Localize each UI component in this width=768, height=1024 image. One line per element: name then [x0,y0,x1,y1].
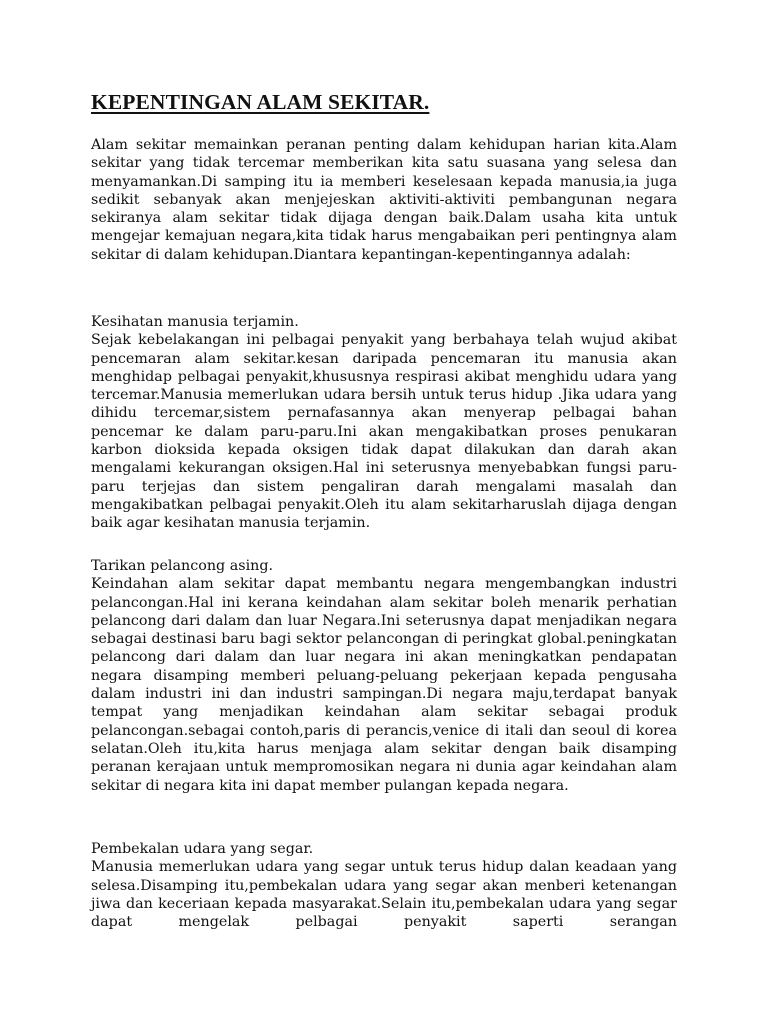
section-health [91,313,677,533]
section-paragraph: Keindahan alam sekitar dapat membantu negara mengembangkan industri pelancongan.Hal ini kerana keindahan alam sekitar boleh menarik perhatian pelancong dari dalam dan luar Negara.Ini seterusnya dapat menjadikan negara sebagai destinasi baru bagi sektor pelancongan di peringkat global.peningkatan pelancong dari dalam dan luar negara ini akan meningkatkan pendapatan negara disamping memberi peluang-peluang pekerjaan kepada pengusaha dalam industri ini dan industri sampingan.Di negara maju,terdapat banyak tempat yang menjadikan keindahan alam sekitar sebagai produk pelancongan.sebagai contoh,paris di perancis,venice di itali dan seoul di korea selatan.Oleh itu,kita harus menjaga alam sekitar dengan baik disamping peranan kerajaan untuk mempromosikan negara ni dunia agar keindahan alam sekitar di negara kita ini dapat member pulangan kepada negara. [91,576,677,794]
section-paragraph: Sejak kebelakangan ini pelbagai penyakit yang berbahaya telah wujud akibat pencemaran alam sekitar.kesan daripada pencemaran itu manusia akan menghidap pelbagai penyakit,khususnya respirasi akibat menghidu udara yang tercemar.Manusia memerlukan udara bersih untuk terus hidup .Jika udara yang dihidu tercemar,sistem pernafasannya akan menyerap pelbagai bahan pencemar ke dalam paru-paru.Ini akan mengakibatkan proses penukaran karbon dioksida kepada oksigen tidak dapat dilakukan dan darah akan mengalami kekurangan oksigen.Hal ini seterusnya menyebabkan fungsi paru-paru terjejas dan sistem pengaliran darah mengalami masalah dan mengakibatkan pelbagai penyakit.Oleh itu alam sekitarharuslah dijaga dengan baik agar kesihatan manusia terjamin. [91,332,677,532]
intro-paragraph: Alam sekitar memainkan peranan penting dalam kehidupan harian kita.Alam sekitar yang tidak tercemar memberikan kita satu suasana yang selesa dan menyamankan.Di samping itu ia memberi keselesaan kepada manusia,ia juga sedikit sebanyak akan menjejeskan aktiviti-aktiviti pembangunan negara sekiranya alam sekitar tidak dijaga dengan baik.Dalam usaha kita untuk mengejar kemajuan negara,kita tidak harus mengabaikan peri pentingnya alam sekitar di dalam kehidupan.Diantara kepantingan-kepentingannya adalah: [91,137,677,263]
section-fresh-air [91,840,677,931]
document-title: KEPENTINGAN ALAM SEKITAR. [91,90,430,114]
section-heading: Kesihatan manusia terjamin. [91,314,299,330]
intro-block [91,136,677,264]
section-heading: Pembekalan udara yang segar. [91,841,314,857]
section-paragraph: Manusia memerlukan udara yang segar untuk terus hidup dalan keadaan yang selesa.Disamping itu,pembekalan udara yang segar akan menberi ketenangan jiwa dan keceriaan kepada masyarakat.Selain itu,pembekalan udara yang segar dapat mengelak pelbagai penyakit saperti serangan [91,859,677,931]
section-tourism [91,557,677,795]
section-heading: Tarikan pelancong asing. [91,558,274,574]
